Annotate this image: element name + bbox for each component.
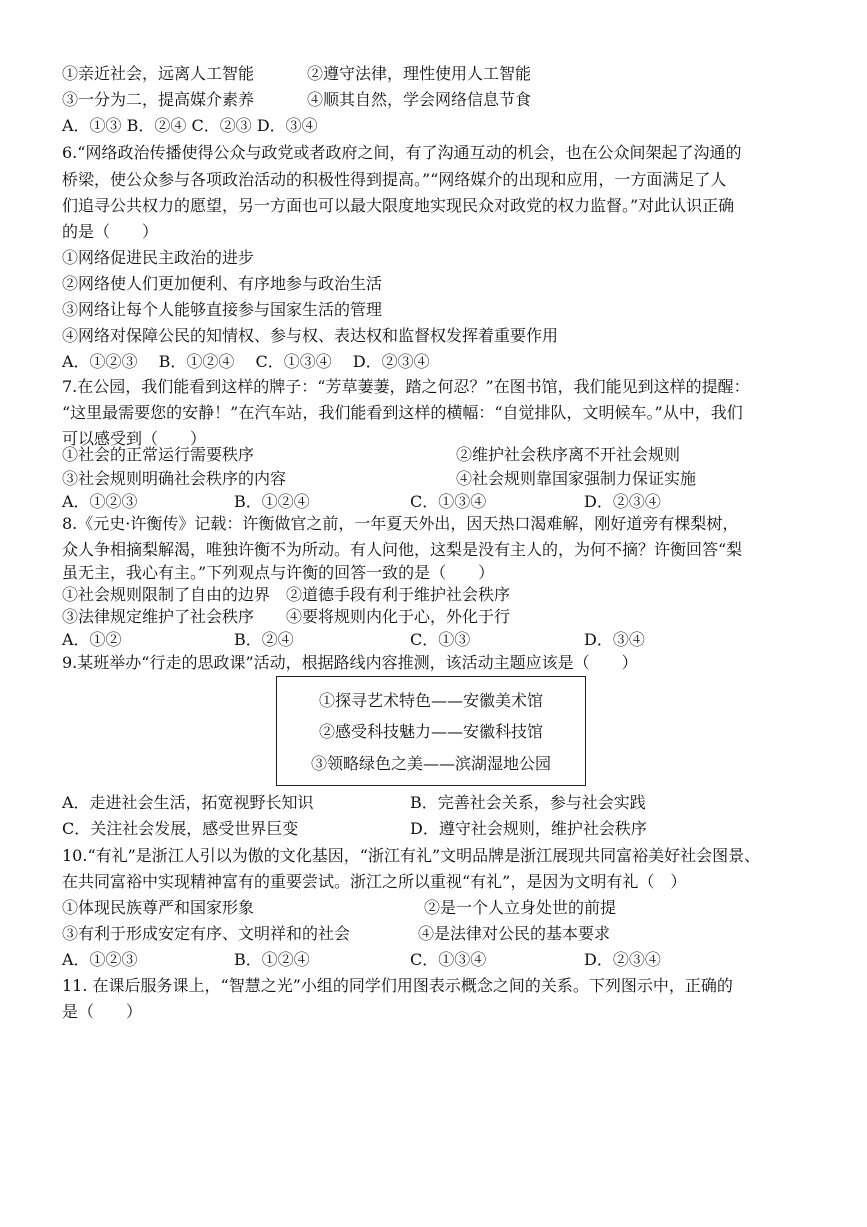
- q5-option-1: ①亲近社会，远离人工智能: [62, 64, 255, 83]
- q5-option-4: ④顺其自然，学会网络信息节食: [307, 90, 532, 109]
- q8-answer-d: D．③④: [584, 630, 645, 649]
- q6-stem-line-4: 的是（ ）: [62, 222, 159, 241]
- q7-answers: [62, 492, 661, 514]
- q6-stem-line-1: 6.“网络政治传播使得公众与政党或者政府之间，有了沟通互动的机会，也在公众间架起了沟通的: [62, 143, 742, 162]
- q7-options-row-1: [62, 445, 681, 467]
- q9-answer-a: A．走进社会生活，拓宽视野长知识: [62, 793, 314, 812]
- q9-answers-row-2: [62, 819, 647, 841]
- q9-route-box: [276, 676, 586, 786]
- q7-option-2: ②维护社会秩序离不开社会规则: [456, 445, 681, 464]
- q9-answer-d: D．遵守社会规则，维护社会秩序: [410, 819, 647, 838]
- q5-option-2: ②遵守法律，理性使用人工智能: [307, 64, 532, 83]
- q6-option-1: ①网络促进民主政治的进步: [62, 248, 255, 267]
- q9-answer-c: C．关注社会发展，感受世界巨变: [62, 819, 299, 838]
- q7-answer-d: D．②③④: [584, 492, 661, 511]
- q8-answer-a: A．①②: [62, 630, 122, 649]
- q6-stem-line-2: 桥梁，使公众参与各项政治活动的积极性得到提高。”“网络媒介的出现和应用，一方面满足了人: [62, 170, 727, 189]
- q8-answer-c: C．①③: [410, 630, 471, 649]
- q5-options-row-1: [62, 64, 532, 86]
- q7-stem-line-3: 可以感受到（ ）: [62, 429, 207, 448]
- q6-option-4: ④网络对保障公民的知情权、参与权、表达权和监督权发挥着重要作用: [62, 326, 559, 345]
- q7-stem-line-1: 7.在公园，我们能看到这样的牌子：“芳草萋萋，踏之何忍？”在图书馆，我们能见到这样的提醒：: [62, 377, 750, 396]
- q10-answer-c: C．①③④: [410, 950, 487, 969]
- q10-options-row-1: [62, 898, 617, 920]
- q10-options-row-2: [62, 924, 611, 946]
- q6-option-2: ②网络使人们更加便利、有序地参与政治生活: [62, 274, 383, 293]
- q7-answer-b: B．①②④: [234, 492, 310, 511]
- q9-route-3: ③领略绿色之美——滨湖湿地公园: [310, 754, 551, 773]
- q10-option-4: ④是法律对公民的基本要求: [418, 924, 611, 943]
- q10-stem-line-1: 10.“有礼”是浙江人引以为傲的文化基因，“浙江有礼”文明品牌是浙江展现共同富裕美好社会图景、: [62, 846, 761, 865]
- q8-stem-line-2: 众人争相摘梨解渴，唯独许衡不为所动。有人问他，这梨是没有主人的，为何不摘？许衡回答“梨: [62, 540, 743, 559]
- q9-route-1: ①探寻艺术特色——安徽美术馆: [318, 691, 543, 710]
- q6-option-3: ③网络让每个人能够直接参与国家生活的管理: [62, 300, 383, 319]
- q6-stem-line-3: 们追寻公共权力的愿望，另一方面也可以最大限度地实现民众对政党的权力监督。”对此认识正确: [62, 196, 735, 215]
- q10-option-3: ③有利于形成安定有序、文明祥和的社会: [62, 924, 351, 943]
- q10-answer-d: D．②③④: [584, 950, 661, 969]
- q7-options-row-2: [62, 469, 697, 491]
- q7-stem-line-2: “这里最需要您的安静！”在汽车站，我们能看到这样的横幅：“自觉排队，文明候车。”从中，我们: [62, 403, 743, 422]
- q9-answers-row-1: [62, 793, 646, 815]
- q7-option-4: ④社会规则靠国家强制力保证实施: [456, 469, 697, 488]
- q5-options-row-2: [62, 90, 532, 112]
- q8-options-row-1: ①社会规则限制了自由的边界 ②道德手段有利于维护社会秩序: [62, 585, 511, 604]
- q10-option-1: ①体现民族尊严和国家形象: [62, 898, 255, 917]
- q8-stem-line-3: 虽无主，我心有主。”下列观点与许衡的回答一致的是（ ）: [62, 563, 495, 582]
- q10-answers: [62, 950, 661, 972]
- q8-answers: [62, 630, 645, 652]
- q7-answer-c: C．①③④: [410, 492, 487, 511]
- q8-answer-b: B．②④: [234, 630, 294, 649]
- q5-answers: A．①③ B．②④ C．②③ D．③④: [62, 116, 318, 135]
- q11-stem-line-2: 是（ ）: [62, 1002, 143, 1021]
- q11-stem-line-1: 11. 在课后服务课上，“智慧之光”小组的同学们用图表示概念之间的关系。下列图示中，正确的: [62, 976, 733, 995]
- q6-answers: A．①②③ B．①②④ C．①③④ D．②③④: [62, 352, 430, 371]
- q7-option-3: ③社会规则明确社会秩序的内容: [62, 469, 287, 488]
- q9-stem: 9.某班举办“行走的思政课”活动，根据路线内容推测，该活动主题应该是（ ）: [62, 653, 638, 672]
- q7-option-1: ①社会的正常运行需要秩序: [62, 445, 255, 464]
- q10-answer-b: B．①②④: [234, 950, 310, 969]
- q9-answer-b: B．完善社会关系，参与社会实践: [410, 793, 646, 812]
- q10-answer-a: A．①②③: [62, 950, 138, 969]
- q10-option-2: ②是一个人立身处世的前提: [424, 898, 617, 917]
- q9-route-2: ②感受科技魅力——安徽科技馆: [318, 722, 543, 741]
- q8-options-row-2: ③法律规定维护了社会秩序 ④要将规则内化于心，外化于行: [62, 607, 511, 626]
- q7-answer-a: A．①②③: [62, 492, 138, 511]
- q5-option-3: ③一分为二，提高媒介素养: [62, 90, 255, 109]
- q10-stem-line-2: 在共同富裕中实现精神富有的重要尝试。浙江之所以重视“有礼”，是因为文明有礼（ ）: [62, 872, 687, 891]
- q8-stem-line-1: 8.《元史·许衡传》记载：许衡做官之前，一年夏天外出，因天热口渴难解，刚好道旁有棵梨树，: [62, 514, 739, 533]
